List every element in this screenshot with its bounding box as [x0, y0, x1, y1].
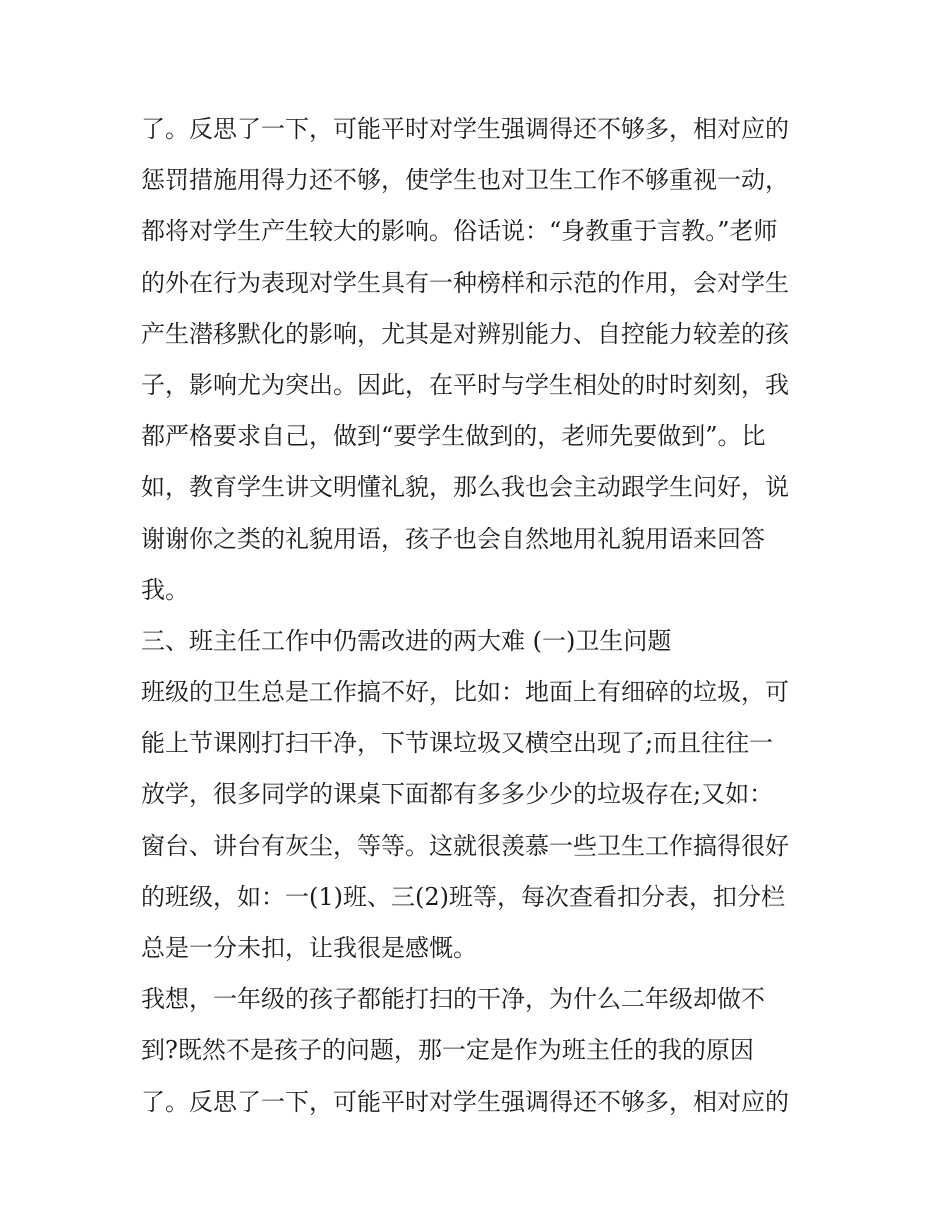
text-line-17: 总是一分未扣，让我很是感慨。	[141, 934, 477, 962]
text-line-2: 惩罚措施用得力还不够，使学生也对卫生工作不够重视一动，	[141, 166, 789, 195]
document-body	[141, 104, 841, 1128]
text-line-13: 能上节课刚打扫干净，下节课垃圾又横空出现了;而且往往一	[141, 729, 774, 758]
text-line-10: 我。	[141, 575, 189, 604]
text-line-16: 的班级，如：一(1)班、三(2)班等，每次查看扣分表，扣分栏	[141, 882, 785, 911]
text-line-12: 班级的卫生总是工作搞不好，比如：地面上有细碎的垃圾，可	[141, 678, 789, 707]
section-heading: 三、班主任工作中仍需改进的两大难 (一)卫生问题	[141, 626, 672, 655]
text-line-14: 放学，很多同学的课桌下面都有多多少少的垃圾存在;又如：	[141, 780, 774, 809]
text-line-8: 如，教育学生讲文明懂礼貌，那么我也会主动跟学生问好，说	[141, 473, 789, 502]
text-line-19: 到?既然不是孩子的问题，那一定是作为班主任的我的原因	[141, 1036, 754, 1065]
text-line-3: 都将对学生产生较大的影响。俗话说：“身教重于言教。”老师	[141, 217, 778, 246]
text-line-9: 谢谢你之类的礼貌用语，孩子也会自然地用礼貌用语来回答	[141, 524, 765, 553]
text-line-1: 了。反思了一下，可能平时对学生强调得还不够多，相对应的	[141, 115, 789, 143]
text-line-15: 窗台、讲台有灰尘，等等。这就很羡慕一些卫生工作搞得很好	[141, 831, 789, 860]
text-line-4: 的外在行为表现对学生具有一种榜样和示范的作用，会对学生	[141, 268, 789, 297]
text-line-18: 我想，一年级的孩子都能打扫的干净，为什么二年级却做不	[141, 985, 765, 1014]
text-line-5: 产生潜移默化的影响，尤其是对辨别能力、自控能力较差的孩	[141, 319, 789, 348]
text-line-7: 都严格要求自己，做到“要学生做到的，老师先要做到”。比	[141, 422, 766, 451]
text-line-6: 子，影响尤为突出。因此，在平时与学生相处的时时刻刻，我	[141, 370, 789, 399]
text-line-20: 了。反思了一下，可能平时对学生强调得还不够多，相对应的	[141, 1087, 789, 1116]
